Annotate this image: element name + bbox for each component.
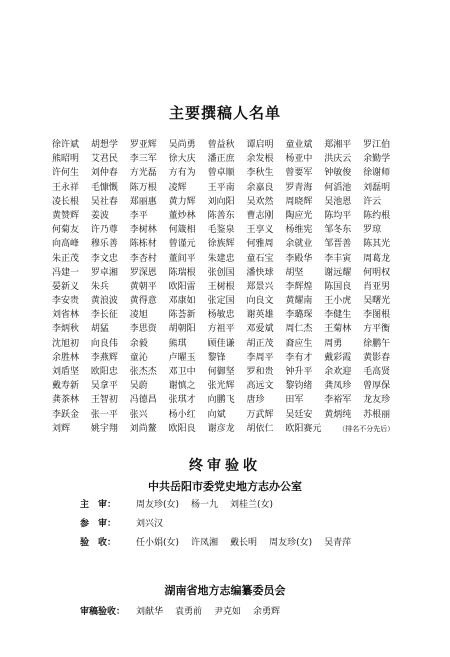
contributor-name: 曾要军 xyxy=(285,168,313,179)
contributor-name: 毛高贤 xyxy=(363,367,391,377)
name-row xyxy=(52,223,402,237)
role-label: 参 审： xyxy=(80,519,117,529)
contributor-name: 陈约根 xyxy=(363,210,391,221)
contributor-name: 姜波 xyxy=(90,210,109,221)
contributor-name: 胡猛 xyxy=(90,324,109,335)
contributor-name: 谢彦龙 xyxy=(207,423,235,434)
contributor-name: 董间平 xyxy=(168,253,196,264)
contributor-name: 朱兵 xyxy=(90,281,109,292)
contributor-name: 许云 xyxy=(363,196,382,207)
contributor-name: 李辉煌 xyxy=(285,281,313,292)
contributor-name: 欧阳赛元 xyxy=(285,423,322,434)
name-row xyxy=(52,138,402,152)
contributor-name: 李长征 xyxy=(90,310,118,321)
reviewer-name: 许凤湘 xyxy=(191,538,219,548)
contributor-name: 曹志刚 xyxy=(246,210,274,221)
reviewer-name: 任小娟(女) xyxy=(136,538,180,548)
contributor-name: 向良文 xyxy=(246,296,274,307)
contributor-name: 张杰杰 xyxy=(129,367,157,377)
org-roles-yueyang xyxy=(80,496,420,553)
contributor-name: 刘向阳 xyxy=(207,196,235,207)
contributor-name: 何明权 xyxy=(363,267,391,278)
contributor-name: 熊琪 xyxy=(168,338,187,349)
contributor-name: 艾君民 xyxy=(90,154,118,165)
contributor-name: 董炒林 xyxy=(168,210,196,221)
contributor-name: 王树根 xyxy=(207,281,235,292)
name-row xyxy=(52,408,402,422)
reviewer-name: 刘献华 xyxy=(136,607,164,617)
contributor-name: 谭启明 xyxy=(246,140,274,150)
contributor-name: 李周平 xyxy=(246,352,274,363)
contributor-name: 吴曙光 xyxy=(363,296,391,307)
contributor-name: 周仁杰 xyxy=(285,324,313,335)
reviewer-name: 袁勇前 xyxy=(175,607,203,617)
contributor-name: 李丰寅 xyxy=(324,253,352,264)
contributor-name: 罗琼 xyxy=(363,225,382,236)
contributor-name: 周葛龙 xyxy=(363,253,391,264)
name-row xyxy=(52,422,402,436)
contributor-name: 吴廷安 xyxy=(285,409,313,420)
contributor-name: 吴拿平 xyxy=(90,381,118,392)
contributor-name: 余嘉良 xyxy=(246,182,274,193)
contributor-name: 罗青海 xyxy=(285,182,313,193)
contributor-name: 李安贵 xyxy=(52,296,80,307)
contributor-name: 刘磊明 xyxy=(363,182,391,193)
contributor-name: 戴彩霞 xyxy=(324,352,352,363)
contributor-name: 戴寿新 xyxy=(52,381,80,392)
contributor-name: 肖亚男 xyxy=(363,281,391,292)
contributor-name: 刘仲春 xyxy=(90,168,118,179)
name-row xyxy=(52,195,402,209)
reviewer-name: 周友珍(女) xyxy=(269,538,313,548)
contributor-name: 邹冬东 xyxy=(324,225,352,236)
contributor-name: 吴欢然 xyxy=(246,196,274,207)
contributor-name: 钟敏俊 xyxy=(324,168,352,179)
org-title-hunan: 湖南省地方志编纂委员会 xyxy=(164,584,286,597)
contributor-name: 陈荟新 xyxy=(168,310,196,321)
reviewer-name: 刘兴汉 xyxy=(136,519,164,529)
contributor-name: 张兴 xyxy=(129,409,148,420)
contributor-name: 谢远耀 xyxy=(324,267,352,278)
contributor-name: 胡正茂 xyxy=(246,338,274,349)
name-row xyxy=(52,379,402,393)
contributor-name: 刘辉 xyxy=(52,423,71,434)
contributor-name: 龙友珍 xyxy=(363,395,391,406)
contributor-name: 李炳秋 xyxy=(52,324,80,335)
contributor-name: 凌辉 xyxy=(168,182,187,193)
contributor-name: 王永祥 xyxy=(52,182,80,193)
contributor-name: 胡想学 xyxy=(90,140,118,150)
contributor-name: 何雅周 xyxy=(246,239,274,250)
role-row xyxy=(80,515,420,534)
contributor-name: 胡朝阳 xyxy=(168,324,196,335)
role-row xyxy=(80,496,420,515)
contributor-name: 朱正茂 xyxy=(52,253,80,264)
contributor-name: 冯德昌 xyxy=(129,395,157,406)
contributor-name: 童石宝 xyxy=(246,253,274,264)
name-row xyxy=(52,280,402,294)
contributor-name: 郑丽惠 xyxy=(129,196,157,207)
contributor-name: 王平南 xyxy=(207,182,235,193)
contributor-name: 李杏村 xyxy=(129,253,157,264)
contributor-name: 张琪才 xyxy=(168,395,196,406)
name-row xyxy=(52,166,402,180)
reviewer-name: 周友珍(女) xyxy=(136,500,180,510)
contributor-name: 龚茶林 xyxy=(52,395,80,406)
name-row xyxy=(52,266,402,280)
contributor-name: 吴尚勇 xyxy=(168,140,196,150)
contributor-name: 徐族辉 xyxy=(207,239,235,250)
name-row xyxy=(52,252,402,266)
contributor-name: 凌长根 xyxy=(52,196,80,207)
contributor-name: 李图根 xyxy=(363,310,391,321)
contributor-name: 刘省林 xyxy=(52,310,80,321)
reviewer-name: 刘桂兰(女) xyxy=(230,500,274,510)
contributor-name: 卢曜玉 xyxy=(168,352,196,363)
contributor-name: 洪庆云 xyxy=(324,154,352,165)
contributor-name: 王小虎 xyxy=(324,296,352,307)
contributor-name: 李文忠 xyxy=(90,253,118,264)
contributor-name: 王享义 xyxy=(246,225,274,236)
name-row xyxy=(52,393,402,407)
name-row xyxy=(52,152,402,166)
contributor-name: 黄得意 xyxy=(129,296,157,307)
role-label: 主 审： xyxy=(80,500,117,510)
contributor-name: 曾谨元 xyxy=(168,239,196,250)
contributor-name: 郑湘平 xyxy=(324,140,352,150)
reviewer-name: 杨一九 xyxy=(191,500,219,510)
contributor-name: 张创国 xyxy=(207,267,235,278)
contributor-name: 方祖平 xyxy=(207,324,235,335)
contributor-name: 余毅 xyxy=(129,338,148,349)
contributor-name: 曾厚保 xyxy=(363,381,391,392)
contributor-name: 黄耀南 xyxy=(285,296,313,307)
contributor-name: 毛慷慨 xyxy=(90,182,118,193)
contributor-name: 余发根 xyxy=(246,154,274,165)
contributor-name: 罗和贵 xyxy=(246,367,274,377)
role-names xyxy=(136,534,351,553)
role-names xyxy=(136,496,273,515)
name-row xyxy=(52,181,402,195)
contributor-name: 罗深恩 xyxy=(129,267,157,278)
contributor-name: 曾卓顺 xyxy=(207,168,235,179)
role-row xyxy=(80,603,420,622)
contributor-name: 王智初 xyxy=(90,395,118,406)
contributor-name: 童业斌 xyxy=(285,140,313,150)
section-title-contributors: 主要撰稿人名单 xyxy=(168,104,281,122)
contributor-name: 李璐琛 xyxy=(285,310,313,321)
contributor-name: 向高峰 xyxy=(52,239,80,250)
contributor-name: 黄赞辉 xyxy=(52,210,80,221)
contributor-name: 裔应生 xyxy=(285,338,313,349)
contributor-name: 徐许斌 xyxy=(52,140,80,150)
contributor-name: 龚凤珍 xyxy=(324,381,352,392)
contributor-name: 陶应光 xyxy=(285,210,313,221)
contributor-name: 向鹏飞 xyxy=(207,395,235,406)
contributor-name: 刘尚鳌 xyxy=(129,423,157,434)
name-row xyxy=(52,351,402,365)
name-row xyxy=(52,294,402,308)
contributor-name: 陈万根 xyxy=(129,182,157,193)
contributor-name: 潘快球 xyxy=(246,267,274,278)
contributor-name: 许乃尊 xyxy=(90,225,118,236)
contributor-name: 余胜林 xyxy=(52,352,80,363)
contributor-name: 朱建忠 xyxy=(207,253,235,264)
contributor-name: 陈国良 xyxy=(324,281,352,292)
contributor-name-grid xyxy=(52,138,402,436)
contributor-name: 高远文 xyxy=(246,381,274,392)
contributor-name: 何滔池 xyxy=(324,182,352,193)
contributor-name: 方有为 xyxy=(168,168,196,179)
role-label: 验 收： xyxy=(80,538,117,548)
role-label: 审稿验收： xyxy=(80,607,126,617)
name-row xyxy=(52,365,402,379)
contributor-name: 杨亚中 xyxy=(285,154,313,165)
contributor-name: 欧阳良 xyxy=(168,423,196,434)
contributor-name: 徐鹏午 xyxy=(363,338,391,349)
section-title-final-review: 终审验收 xyxy=(189,458,261,474)
contributor-name: 何菊友 xyxy=(52,225,80,236)
contributor-name: 王菊林 xyxy=(324,324,352,335)
contributor-name: 张一平 xyxy=(90,409,118,420)
contributor-name: 胡依仁 xyxy=(246,423,274,434)
name-row xyxy=(52,322,402,336)
contributor-name: 张光辉 xyxy=(207,381,235,392)
contributor-name: 黄浪波 xyxy=(90,296,118,307)
contributor-name: 余就业 xyxy=(285,239,313,250)
contributor-name: 吴蔚 xyxy=(129,381,148,392)
contributor-name: 何御坚 xyxy=(207,367,235,377)
contributor-name: 邓爱斌 xyxy=(246,324,274,335)
contributor-name: 陈善东 xyxy=(207,210,235,221)
contributor-name: 毛鉴泉 xyxy=(207,225,235,236)
contributor-name: 潘正庶 xyxy=(207,154,235,165)
contributor-name: 谢英雄 xyxy=(246,310,274,321)
contributor-name: 李秋生 xyxy=(246,168,274,179)
contributor-name: 吴池恩 xyxy=(324,196,352,207)
contributor-name: 李燕辉 xyxy=(90,352,118,363)
contributor-name: 李裕军 xyxy=(324,395,352,406)
contributor-name: 穆乐善 xyxy=(90,239,118,250)
contributor-name: 徐谢师 xyxy=(363,168,391,179)
contributor-name: 姚宇翔 xyxy=(90,423,118,434)
contributor-name: 谢慎之 xyxy=(168,381,196,392)
contributor-name: 苏根丽 xyxy=(363,409,391,420)
contributor-name: 李树林 xyxy=(129,225,157,236)
reviewer-name: 吴青萍 xyxy=(324,538,352,548)
contributor-name: 黄力辉 xyxy=(168,196,196,207)
contributor-name: 田军 xyxy=(285,395,304,406)
contributor-name: 黄朝平 xyxy=(129,281,157,292)
contributor-name: 李跃金 xyxy=(52,409,80,420)
contributor-name: 方平衡 xyxy=(363,324,391,335)
contributor-name: 罗江伯 xyxy=(363,140,391,150)
contributor-name: 陈栋材 xyxy=(129,239,157,250)
contributor-name: 黎锋 xyxy=(207,352,226,363)
contributor-name: 胡坚 xyxy=(285,267,304,278)
contributor-name: 余欢迎 xyxy=(324,367,352,377)
contributor-name: 杨维宪 xyxy=(285,225,313,236)
contributor-name: 冯建一 xyxy=(52,267,80,278)
contributor-name: 黎钧绪 xyxy=(285,381,313,392)
contributor-name: 邓卫中 xyxy=(168,367,196,377)
contributor-name: 沈旭初 xyxy=(52,338,80,349)
contributor-name: 万武辉 xyxy=(246,409,274,420)
contributor-name: 李三军 xyxy=(129,154,157,165)
contributor-name: 徐大庆 xyxy=(168,154,196,165)
contributor-name: 钟升平 xyxy=(285,367,313,377)
org-roles-hunan xyxy=(80,603,420,622)
contributor-name: 许何生 xyxy=(52,168,80,179)
contributor-name: 周晓辉 xyxy=(285,196,313,207)
contributor-name: 熊昭明 xyxy=(52,154,80,165)
contributor-name: 陈瑞根 xyxy=(168,267,196,278)
name-row xyxy=(52,237,402,251)
contributor-name: 杨小红 xyxy=(168,409,196,420)
contributor-name: 罗亚辉 xyxy=(129,140,157,150)
role-names xyxy=(136,603,280,622)
contributor-name: 邹晋善 xyxy=(324,239,352,250)
role-names xyxy=(136,515,163,534)
contributor-name: 刘盾坚 xyxy=(52,367,80,377)
contributor-name: 黄炳纯 xyxy=(324,409,352,420)
contributor-name: 李殿华 xyxy=(285,253,313,264)
contributor-name: 何箴相 xyxy=(168,225,196,236)
contributor-name: 李健生 xyxy=(324,310,352,321)
name-row xyxy=(52,308,402,322)
contributor-name: 郑景兴 xyxy=(246,281,274,292)
contributor-name: 罗卓湘 xyxy=(90,267,118,278)
contributor-name: 顾佳谦 xyxy=(207,338,235,349)
contributor-name: 向良伟 xyxy=(90,338,118,349)
contributor-name: 欧阳雷 xyxy=(168,281,196,292)
contributor-name: 李思资 xyxy=(129,324,157,335)
contributor-name: 李平 xyxy=(129,210,148,221)
contributor-name: 欧阳忠 xyxy=(90,367,118,377)
contributor-name: 向斌 xyxy=(207,409,226,420)
contributor-name: 凌旭 xyxy=(129,310,148,321)
org-title-yueyang: 中共岳阳市委党史地方志办公室 xyxy=(148,480,302,493)
reviewer-name: 尹克如 xyxy=(214,607,242,617)
contributor-name: 方光磊 xyxy=(129,168,157,179)
contributor-name: 余勤学 xyxy=(363,154,391,165)
reviewer-name: 余勇辉 xyxy=(253,607,281,617)
name-row xyxy=(52,337,402,351)
contributor-name: 周勇 xyxy=(324,338,343,349)
contributor-name: 陈其光 xyxy=(363,239,391,250)
contributor-name: 曾益秋 xyxy=(207,140,235,150)
contributor-name: 唐珍 xyxy=(246,395,265,406)
contributor-name: 邓康如 xyxy=(168,296,196,307)
contributor-name: 晏新义 xyxy=(52,281,80,292)
contributor-name: 李有才 xyxy=(285,352,313,363)
name-row xyxy=(52,209,402,223)
contributor-name: 陈均平 xyxy=(324,210,352,221)
reviewer-name: 戴长明 xyxy=(230,538,258,548)
contributor-name: 童沁 xyxy=(129,352,148,363)
contributor-name: 吴社春 xyxy=(90,196,118,207)
contributor-name: 黄影春 xyxy=(363,352,391,363)
contributor-name: 张定国 xyxy=(207,296,235,307)
ordering-note: （排名不分先后） xyxy=(338,424,395,433)
role-row xyxy=(80,534,420,553)
contributor-name: 杨敏忠 xyxy=(207,310,235,321)
